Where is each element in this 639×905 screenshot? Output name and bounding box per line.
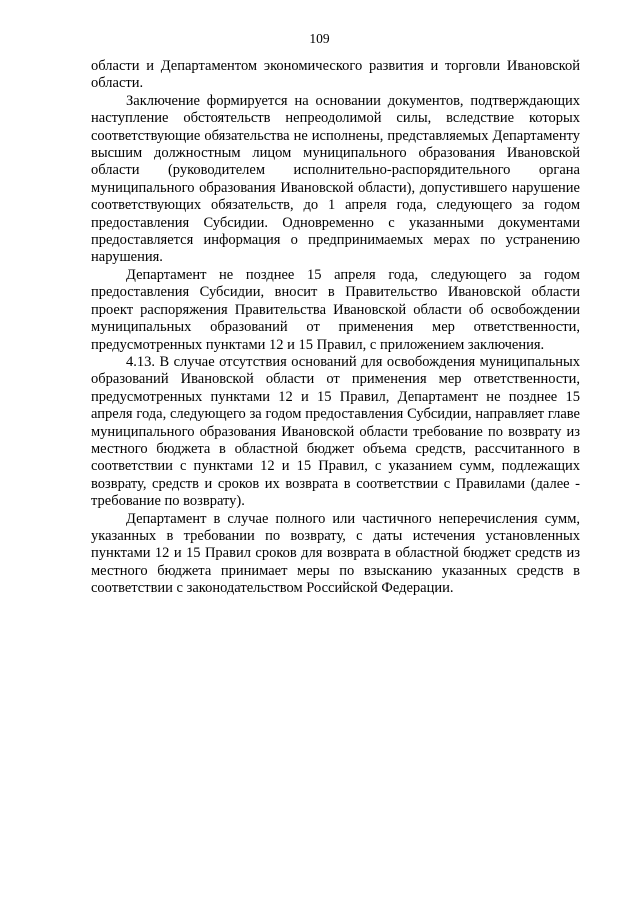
document-body — [91, 58, 580, 598]
paragraph-2: Заключение формируется на основании документов, подтверждающих наступление обстоятельств непреодолимой силы, вследствие которых соответствующие обязательства не исполнены, представляемых Департаменту высшим должностным лицом муниципального образования Ивановской области (руководителем исполнительно-распорядительного органа муниципального образования Ивановской области), допустившего нарушение соответствующих обязательств, до 1 апреля года, следующего за годом предоставления Субсидии. Одновременно с указанными документами предоставляется информация о предпринимаемых мерах по устранению нарушения. — [91, 92, 580, 266]
paragraph-5: Департамент в случае полного или частичного неперечисления сумм, указанных в требовании по возврату, с даты истечения установленных пунктами 12 и 15 Правил сроков для возврата в областной бюджет средств из местного бюджета принимает меры по взысканию указанных средств в соответствии с законодательством Российской Федерации. — [91, 510, 580, 597]
paragraph-4: 4.13. В случае отсутствия оснований для освобождения муниципальных образований Ивановской области от применения мер ответственности, предусмотренных пунктами 12 и 15 Правил, Департамент не позднее 15 апреля года, следующего за годом предоставления Субсидии, направляет главе муниципального образования Ивановской области требование по возврату из местного бюджета в областной бюджет объема средств, рассчитанного в соответствии с пунктами 12 и 15 Правил, с указанием сумм, подлежащих возврату, средств и сроков их возврата в соответствии с Правилами (далее - требование по возврату). — [91, 353, 580, 510]
paragraph-3: Департамент не позднее 15 апреля года, следующего за годом предоставления Субсидии, вносит в Правительство Ивановской области проект распоряжения Правительства Ивановской области об освобождении муниципальных образований от применения мер ответственности, предусмотренных пунктами 12 и 15 Правил, с приложением заключения. — [91, 266, 580, 353]
paragraph-1: области и Департаментом экономического развития и торговли Ивановской области. — [91, 58, 580, 92]
page-number: 109 — [309, 31, 330, 46]
